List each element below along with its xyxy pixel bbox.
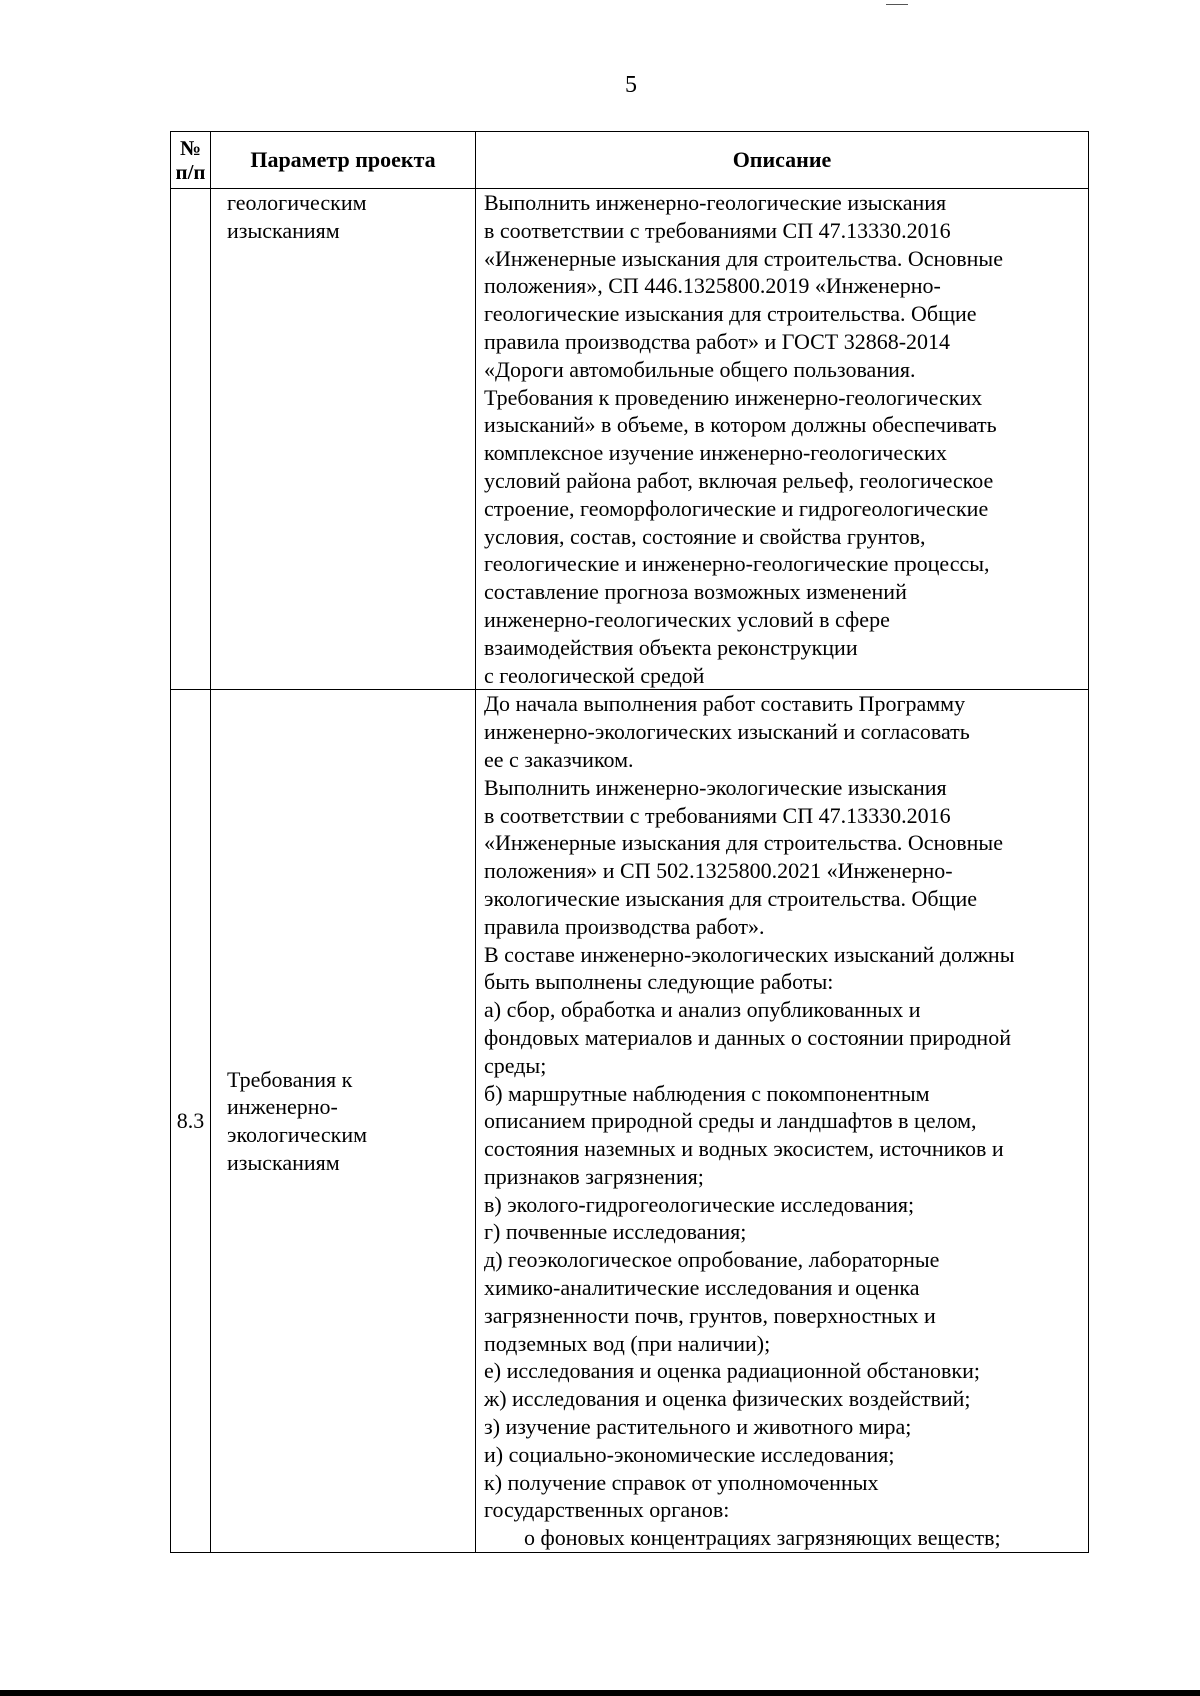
description-line: д) геоэкологическое опробование, лабораторные <box>484 1247 940 1273</box>
description-line: в) эколого-гидрогеологические исследования; <box>484 1191 915 1217</box>
description-line: ее с заказчиком. <box>484 746 634 772</box>
description-line: «Дороги автомобильные общего пользования. <box>484 356 916 382</box>
description-line: к) получение справок от уполномоченных <box>484 1469 879 1495</box>
description-line: правила производства работ». <box>484 913 765 939</box>
description-line: Требования к проведению инженерно-геологических <box>484 384 983 410</box>
description-line: подземных вод (при наличии); <box>484 1330 771 1356</box>
description-line: состояния наземных и водных экосистем, источников и <box>484 1136 1004 1162</box>
table-row <box>171 690 1089 1553</box>
description-line: условий района работ, включая рельеф, геологическое <box>484 467 994 493</box>
scan-edge <box>0 1690 1200 1696</box>
description-line: е) исследования и оценка радиационной обстановки; <box>484 1358 980 1384</box>
table-header-row <box>171 132 1089 189</box>
page-number: 5 <box>625 72 637 98</box>
requirements-table <box>170 131 1089 1553</box>
description-line: быть выполнены следующие работы: <box>484 969 834 995</box>
description-line: г) почвенные исследования; <box>484 1219 747 1245</box>
header-parameter: Параметр проекта <box>211 132 476 189</box>
description-line: взаимодействия объекта реконструкции <box>484 634 858 660</box>
description-line: описанием природной среды и ландшафтов в целом, <box>484 1108 977 1134</box>
header-number <box>171 132 211 189</box>
header-number-line2: п/п <box>175 160 206 184</box>
parameter-line: инженерно- <box>227 1094 338 1120</box>
description-line: признаков загрязнения; <box>484 1163 704 1189</box>
parameter-line: экологическим <box>227 1122 368 1148</box>
description-line: з) изучение растительного и животного мира; <box>484 1414 912 1440</box>
description-line: в соответствии с требованиями СП 47.13330.2016 <box>484 217 951 243</box>
description-line: комплексное изучение инженерно-геологических <box>484 440 947 466</box>
scan-artifact <box>886 4 908 5</box>
description-line: положения», СП 446.1325800.2019 «Инженерно- <box>484 273 941 299</box>
description-line: условия, состав, состояние и свойства грунтов, <box>484 523 926 549</box>
description-line: ж) исследования и оценка физических воздействий; <box>484 1386 971 1412</box>
parameter-line: изысканиям <box>227 217 340 243</box>
description-line: а) сбор, обработка и анализ опубликованных и <box>484 997 921 1023</box>
row-description <box>476 189 1089 690</box>
description-line: химико-аналитические исследования и оценка <box>484 1275 920 1301</box>
parameter-line: изысканиям <box>227 1149 340 1175</box>
header-number-line1: № <box>179 136 202 160</box>
description-line: Выполнить инженерно-геологические изыскания <box>484 190 947 215</box>
description-line: и) социально-экономические исследования; <box>484 1441 895 1467</box>
description-line: «Инженерные изыскания для строительства. Основные <box>484 830 1003 856</box>
row-number <box>171 189 211 690</box>
description-line: с геологической средой <box>484 662 705 688</box>
description-line: экологические изыскания для строительства. Общие <box>484 885 978 911</box>
parameter-line: геологическим <box>227 190 367 215</box>
header-description: Описание <box>476 132 1089 189</box>
description-line: положения» и СП 502.1325800.2021 «Инженерно- <box>484 858 953 884</box>
description-line: государственных органов: <box>484 1497 730 1523</box>
description-line: в соответствии с требованиями СП 47.13330.2016 <box>484 802 951 828</box>
row-parameter <box>211 690 476 1553</box>
description-line: «Инженерные изыскания для строительства. Основные <box>484 245 1003 271</box>
description-line: Выполнить инженерно-экологические изыскания <box>484 774 947 800</box>
description-line: фондовых материалов и данных о состоянии природной <box>484 1024 1011 1050</box>
row-description <box>476 690 1089 1553</box>
description-line: геологические изыскания для строительства. Общие <box>484 301 977 327</box>
description-line: строение, геоморфологические и гидрогеологические <box>484 495 989 521</box>
parameter-line: Требования к <box>227 1066 353 1092</box>
description-line: До начала выполнения работ составить Программу <box>484 691 966 717</box>
row-number: 8.3 <box>171 690 211 1553</box>
description-line: геологические и инженерно-геологические процессы, <box>484 551 990 577</box>
description-line: изысканий» в объеме, в котором должны обеспечивать <box>484 412 997 438</box>
description-line: о фоновых концентрациях загрязняющих веществ; <box>524 1525 1001 1551</box>
table-body <box>171 189 1089 1553</box>
description-line: среды; <box>484 1052 547 1078</box>
description-line: правила производства работ» и ГОСТ 32868-2014 <box>484 328 951 354</box>
description-line: составление прогноза возможных изменений <box>484 579 907 605</box>
description-line: загрязненности почв, грунтов, поверхностных и <box>484 1302 936 1328</box>
description-line: б) маршрутные наблюдения с покомпонентным <box>484 1080 930 1106</box>
table-row <box>171 189 1089 690</box>
description-line: инженерно-экологических изысканий и согласовать <box>484 719 970 745</box>
row-parameter <box>211 189 476 690</box>
description-line: В составе инженерно-экологических изысканий должны <box>484 941 1015 967</box>
description-line: инженерно-геологических условий в сфере <box>484 606 890 632</box>
